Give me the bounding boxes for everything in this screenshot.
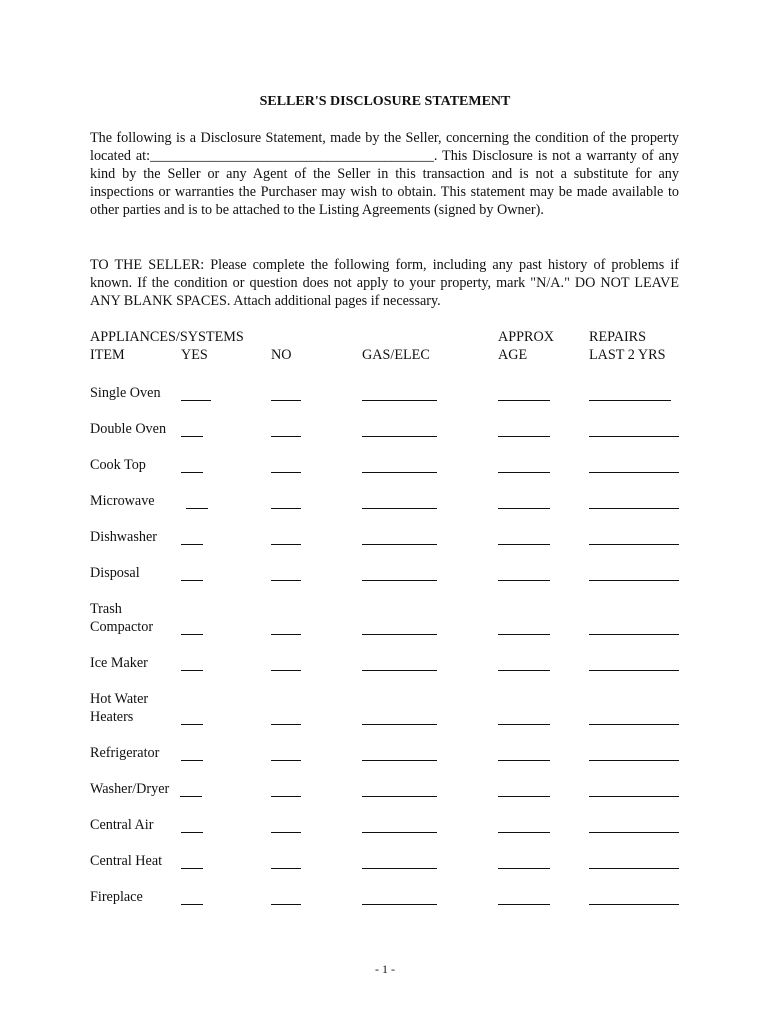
repairs-blank[interactable] <box>589 634 679 635</box>
column-header-yes: YES <box>181 347 208 363</box>
table-row <box>0 384 770 420</box>
no-blank[interactable] <box>271 670 301 671</box>
age-blank[interactable] <box>498 634 550 635</box>
no-blank[interactable] <box>271 724 301 725</box>
gas-elec-blank[interactable] <box>362 580 437 581</box>
gas-elec-blank[interactable] <box>362 724 437 725</box>
table-row <box>0 564 770 600</box>
no-blank[interactable] <box>271 580 301 581</box>
item-label: Double Oven <box>90 421 167 437</box>
repairs-blank[interactable] <box>589 400 671 401</box>
yes-blank[interactable] <box>181 670 203 671</box>
repairs-blank[interactable] <box>589 670 679 671</box>
age-blank[interactable] <box>498 508 550 509</box>
yes-blank[interactable] <box>180 796 202 797</box>
age-blank[interactable] <box>498 904 550 905</box>
age-blank[interactable] <box>498 580 550 581</box>
gas-elec-blank[interactable] <box>362 832 437 833</box>
column-header-gas-elec: GAS/ELEC <box>362 347 430 363</box>
no-blank[interactable] <box>271 436 301 437</box>
age-blank[interactable] <box>498 670 550 671</box>
item-label: Refrigerator <box>90 745 160 761</box>
repairs-blank[interactable] <box>589 904 679 905</box>
age-blank[interactable] <box>498 400 550 401</box>
no-blank[interactable] <box>271 400 301 401</box>
repairs-blank[interactable] <box>589 760 679 761</box>
repairs-blank[interactable] <box>589 832 679 833</box>
item-label: Washer/Dryer <box>90 781 170 797</box>
repairs-blank[interactable] <box>589 472 679 473</box>
item-label: Hot Water <box>90 691 149 707</box>
item-label: Single Oven <box>90 385 161 401</box>
no-blank[interactable] <box>271 760 301 761</box>
table-row <box>0 690 770 726</box>
no-blank[interactable] <box>271 904 301 905</box>
item-label: Microwave <box>90 493 155 509</box>
table-row <box>0 744 770 780</box>
table-row <box>0 888 770 924</box>
item-label: Dishwasher <box>90 529 157 545</box>
yes-blank[interactable] <box>186 508 208 509</box>
yes-blank[interactable] <box>181 436 203 437</box>
no-blank[interactable] <box>271 796 301 797</box>
age-blank[interactable] <box>498 724 550 725</box>
gas-elec-blank[interactable] <box>362 508 437 509</box>
yes-blank[interactable] <box>181 544 203 545</box>
repairs-blank[interactable] <box>589 796 679 797</box>
yes-blank[interactable] <box>181 904 203 905</box>
repairs-blank[interactable] <box>589 508 679 509</box>
yes-blank[interactable] <box>181 832 203 833</box>
age-blank[interactable] <box>498 544 550 545</box>
page-number: - 1 - <box>375 962 395 976</box>
repairs-blank[interactable] <box>589 580 679 581</box>
gas-elec-blank[interactable] <box>362 436 437 437</box>
intro-paragraph: The following is a Disclosure Statement, made by the Seller, concerning the condition of the property located at:________________________________________. This Disclosure is not a warranty of any kind by the Seller or any Agent of the Seller in this transaction and is not a substitute for any inspections or warranties the Purchaser may wish to obtain. This statement may be made available to other parties and is to be attached to the Listing Agreements (signed by Owner). <box>90 130 679 218</box>
table-row <box>0 780 770 816</box>
item-label: Disposal <box>90 565 140 581</box>
yes-blank[interactable] <box>181 634 203 635</box>
no-blank[interactable] <box>271 472 301 473</box>
table-row <box>0 492 770 528</box>
age-blank[interactable] <box>498 436 550 437</box>
gas-elec-blank[interactable] <box>362 796 437 797</box>
column-header-no: NO <box>271 347 292 363</box>
section-header: APPLIANCES/SYSTEMS <box>90 329 244 345</box>
gas-elec-blank[interactable] <box>362 868 437 869</box>
repairs-blank[interactable] <box>589 724 679 725</box>
yes-blank[interactable] <box>181 472 203 473</box>
document-title: SELLER'S DISCLOSURE STATEMENT <box>259 94 511 109</box>
age-blank[interactable] <box>498 796 550 797</box>
instructions-paragraph: TO THE SELLER: Please complete the following form, including any past history of problems if known. If the condition or question does not apply to your property, mark "N/A." DO NOT LEAVE ANY BLANK SPACES. Attach additional pages if necessary. <box>90 257 679 309</box>
item-label: Central Air <box>90 817 154 833</box>
yes-blank[interactable] <box>181 868 203 869</box>
item-label: Central Heat <box>90 853 163 869</box>
gas-elec-blank[interactable] <box>362 760 437 761</box>
no-blank[interactable] <box>271 868 301 869</box>
age-blank[interactable] <box>498 832 550 833</box>
table-row <box>0 654 770 690</box>
age-blank[interactable] <box>498 472 550 473</box>
column-header-age-line2: AGE <box>498 347 528 363</box>
column-header-item: ITEM <box>90 347 125 363</box>
gas-elec-blank[interactable] <box>362 544 437 545</box>
age-blank[interactable] <box>498 760 550 761</box>
no-blank[interactable] <box>271 634 301 635</box>
no-blank[interactable] <box>271 508 301 509</box>
gas-elec-blank[interactable] <box>362 670 437 671</box>
repairs-blank[interactable] <box>589 544 679 545</box>
no-blank[interactable] <box>271 832 301 833</box>
yes-blank[interactable] <box>181 760 203 761</box>
table-row <box>0 852 770 888</box>
table-row <box>0 600 770 636</box>
gas-elec-blank[interactable] <box>362 472 437 473</box>
repairs-blank[interactable] <box>589 436 679 437</box>
item-label-line2: Heaters <box>90 709 134 725</box>
repairs-blank[interactable] <box>589 868 679 869</box>
gas-elec-blank[interactable] <box>362 400 437 401</box>
item-label: Trash <box>90 601 122 617</box>
column-header-repairs-line2: LAST 2 YRS <box>589 347 666 363</box>
table-row <box>0 528 770 564</box>
item-label: Ice Maker <box>90 655 148 671</box>
column-header-repairs-line1: REPAIRS <box>589 329 647 345</box>
age-blank[interactable] <box>498 868 550 869</box>
column-header-age-line1: APPROX <box>498 329 554 345</box>
yes-blank[interactable] <box>181 724 203 725</box>
table-row <box>0 816 770 852</box>
yes-blank[interactable] <box>181 400 211 401</box>
yes-blank[interactable] <box>181 580 203 581</box>
item-label-line2: Compactor <box>90 619 154 635</box>
item-label: Cook Top <box>90 457 146 473</box>
item-label: Fireplace <box>90 889 143 905</box>
gas-elec-blank[interactable] <box>362 904 437 905</box>
gas-elec-blank[interactable] <box>362 634 437 635</box>
table-row <box>0 456 770 492</box>
table-row <box>0 420 770 456</box>
no-blank[interactable] <box>271 544 301 545</box>
